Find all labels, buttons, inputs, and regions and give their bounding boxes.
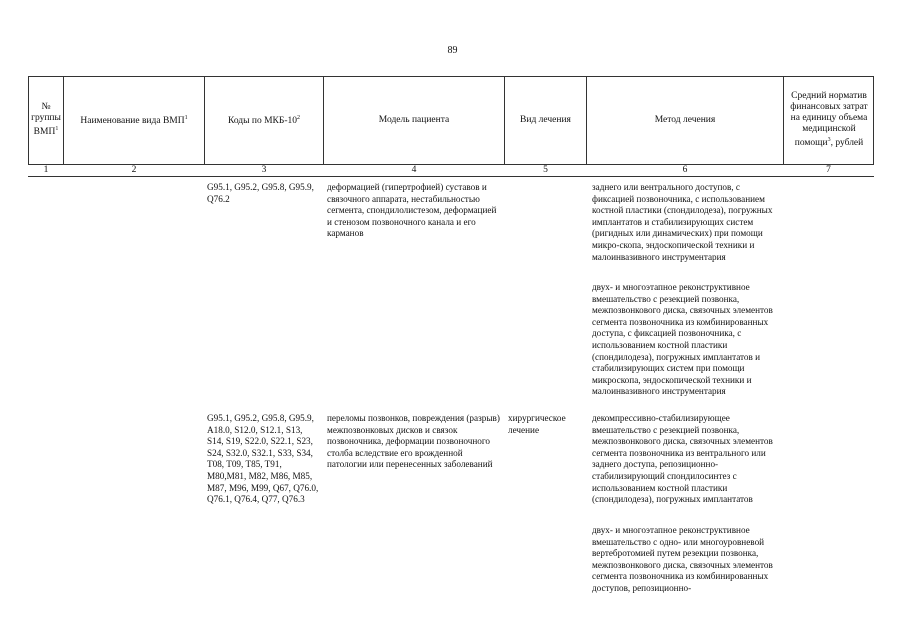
column-divider (783, 76, 784, 164)
row1-icd-codes: G95.1, G95.2, G95.8, G95.9, Q76.2 (207, 182, 314, 204)
row2-method-1: декомпрессивно-стабилизирующее вмешательство с резекцией позвонка, межпозвонкового диска, связочных элементов сегмента позвоночника из вентрального или заднего доступа, репозиционно-стабилизирующий спондилосинтез с использованием костной пластики (спондилодеза), погружных имплантатов (592, 413, 773, 505)
header-vmp-name: Наименование вида ВМП$^1$ (80, 114, 188, 127)
column-numbers-rule (28, 176, 874, 177)
column-number: 5 (543, 165, 548, 175)
column-number: 4 (411, 165, 417, 175)
column-number: 1 (43, 165, 49, 175)
column-number: 7 (826, 165, 831, 175)
row2-treatment-type: хирургическое лечение (508, 413, 566, 435)
row2-method-2: двух- и многоэтапное реконструктивное вмешательство с одно- или многоуровневой вертебротомией путем резекции позвонка, межпозвонкового диска, связочных элементов сегмента позвоночника из комбинированных доступов, репозиционно- (592, 525, 773, 593)
header-treatment-method: Метод лечения (654, 114, 716, 125)
column-number: 6 (682, 165, 688, 175)
row1-patient-model: деформацией (гипертрофией) суставов и связочного аппарата, нестабильностью сегмента, спондилолистезом, деформацией и стенозом позвоночного канала и его карманов (327, 182, 497, 239)
row1-method-1: заднего или вентрального доступов, с фиксацией позвоночника, с использованием костной пластики (спондилодеза), погружных имплантатов и стабилизирующих систем (ригидных или динамических) при помощи микро-скопа, эндоскопической техники и малоинвазивного инструментария (592, 182, 773, 262)
column-number: 3 (261, 165, 267, 175)
header-avg-cost: Средний норматив финансовых затрат на единицу объема медицинской помощи$^3$, рублей (790, 90, 868, 149)
header-icd-codes: Коды по МКБ-$10^2$ (227, 114, 301, 127)
column-divider (873, 76, 874, 164)
page-number: 89 (447, 45, 458, 56)
header-group-no: № группы ВМП$^1$ (31, 101, 61, 138)
column-number: 2 (131, 165, 137, 175)
row2-patient-model: переломы позвонков, повреждения (разрыв) межпозвонковых дисков и связок позвоночника, деформации позвоночного столба вследствие его врожденной патологии или перенесенных заболеваний (327, 413, 500, 470)
header-patient-model: Модель пациента (378, 114, 450, 125)
row2-icd-codes: G95.1, G95.2, G95.8, G95.9, A18.0, S12.0, S12.1, S13, S14, S19, S22.0, S22.1, S23, S24, S32.0, S32.1, S33, S34, T08, T09, T85, T91, M80,M81, M82, M86, M85, M87, M96, M99, Q67, Q76.0, Q76.1, Q76.4, Q77, Q76.3 (207, 413, 319, 505)
header-treatment-type: Вид лечения (520, 114, 571, 125)
row1-method-2: двух- и многоэтапное реконструктивное вмешательство с резекцией позвонка, межпозвонкового диска, связочных элементов сегмента позвоночника из комбинированных доступа, с фиксацией позвоночника, с использованием костной пластики (спондилодеза), погружных имплантатов и стабилизирующих систем при помощи микроскопа, эндоскопической техники и малоинвазивного инструментария (592, 282, 773, 397)
